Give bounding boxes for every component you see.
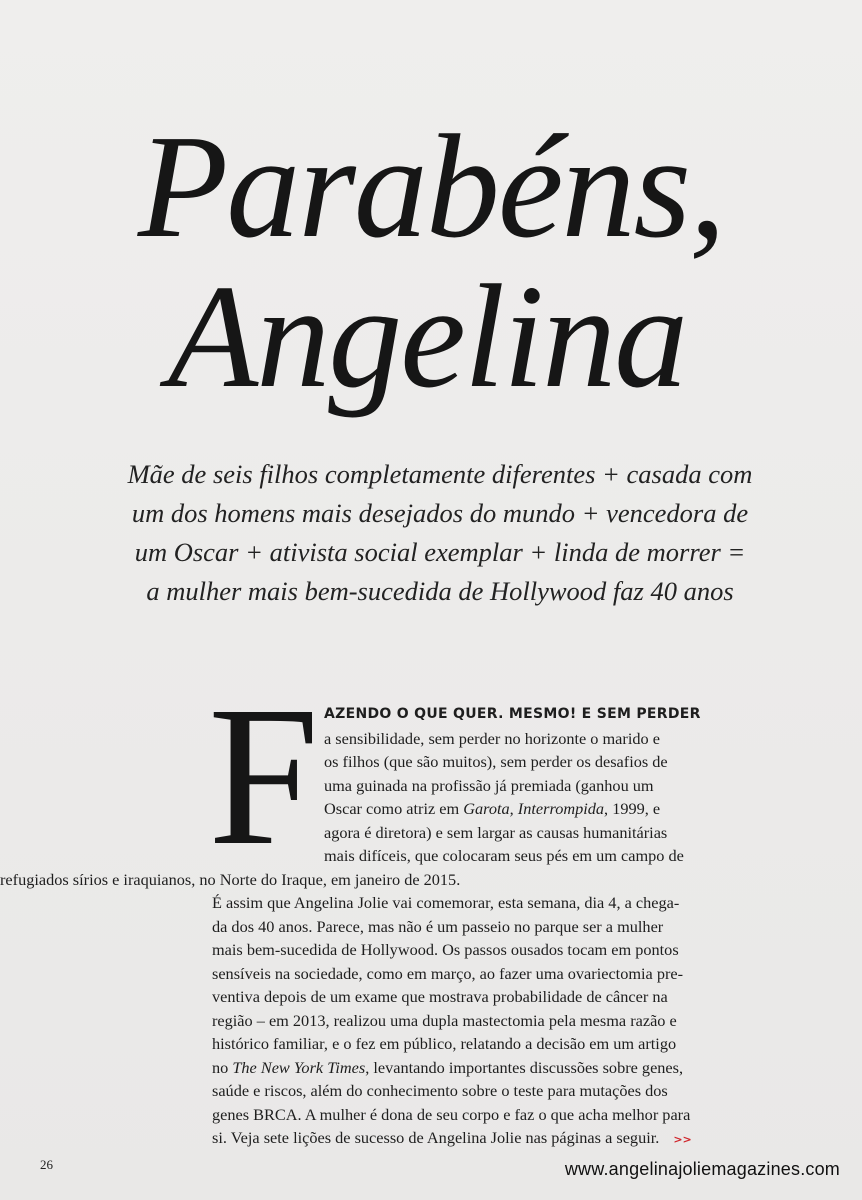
headline-line-1: Parabéns, <box>137 105 725 269</box>
subheadline-line: a mulher mais bem-sucedida de Hollywood faz 40 anos <box>146 576 734 606</box>
article-line: uma guinada na profissão já premiada (ganhou um <box>324 775 654 795</box>
article-line: região – em 2013, realizou uma dupla mastectomia pela mesma razão e <box>212 1010 677 1030</box>
nyt-text: no <box>212 1057 233 1077</box>
article-last-line <box>212 1126 690 1152</box>
subheadline-line: um Oscar + ativista social exemplar + linda de morrer = <box>134 537 746 567</box>
article-line: da dos 40 anos. Parece, mas não é um passeio no parque ser a mulher <box>212 916 664 936</box>
article-line: É assim que Angelina Jolie vai comemorar, esta semana, dia 4, a chega- <box>212 893 680 912</box>
oscar-text-end: , 1999, e <box>604 799 661 818</box>
article-body <box>0 666 701 1152</box>
article-line: genes BRCA. A mulher é dona de seu corpo e faz o que acha melhor para <box>212 1104 691 1124</box>
article-line: mais difíceis, que colocaram seus pés em um campo de <box>324 846 684 865</box>
subheadline-line: Mãe de seis filhos completamente diferentes + casada com <box>127 459 753 489</box>
article-line: ventiva depois de um exame que mostrava probabilidade de câncer na <box>212 987 668 1006</box>
article-line: a sensibilidade, sem perder no horizonte o marido e <box>324 728 660 748</box>
headline-line-2: Angelina <box>167 255 687 419</box>
article-line: sensíveis na sociedade, como em março, ao fazer uma ovariectomia pre- <box>212 963 684 983</box>
page-number: 26 <box>40 1157 53 1172</box>
article-line: histórico familiar, e o fez em público, relatando a decisão em um artigo <box>212 1034 677 1053</box>
article-line: agora é diretora) e sem largar as causas humanitárias <box>324 822 668 842</box>
article-line-nyt <box>212 1056 690 1080</box>
article-line: saúde e riscos, além do conhecimento sobre o teste para mutações dos <box>212 1081 668 1100</box>
continue-arrow-icon: >> <box>673 1133 692 1146</box>
newspaper-title: The New York Times <box>232 1057 366 1077</box>
source-watermark: www.angelinajoliemagazines.com <box>564 1159 840 1179</box>
subheadline <box>90 455 790 611</box>
article-line: os filhos (que são muitos), sem perder os desafios de <box>324 752 668 771</box>
article-closing: si. Veja sete lições de sucesso de Angelina Jolie nas páginas a seguir. <box>212 1128 660 1147</box>
nyt-text-end: , levantando importantes discussões sobre genes, <box>365 1057 684 1077</box>
article-line: refugiados sírios e iraquianos, no Norte do Iraque, em janeiro de 2015. <box>0 869 461 889</box>
film-title: Garota, Interrompida <box>463 799 605 818</box>
article-lead-in: AZENDO O QUE QUER. MESMO! E SEM PERDER <box>324 706 701 722</box>
subheadline-line: um dos homens mais desejados do mundo + vencedora de <box>131 498 749 528</box>
oscar-text: Oscar como atriz em <box>324 799 464 818</box>
article-line: mais bem-sucedida de Hollywood. Os passos ousados tocam em pontos <box>212 940 679 959</box>
drop-cap: F <box>208 666 320 887</box>
